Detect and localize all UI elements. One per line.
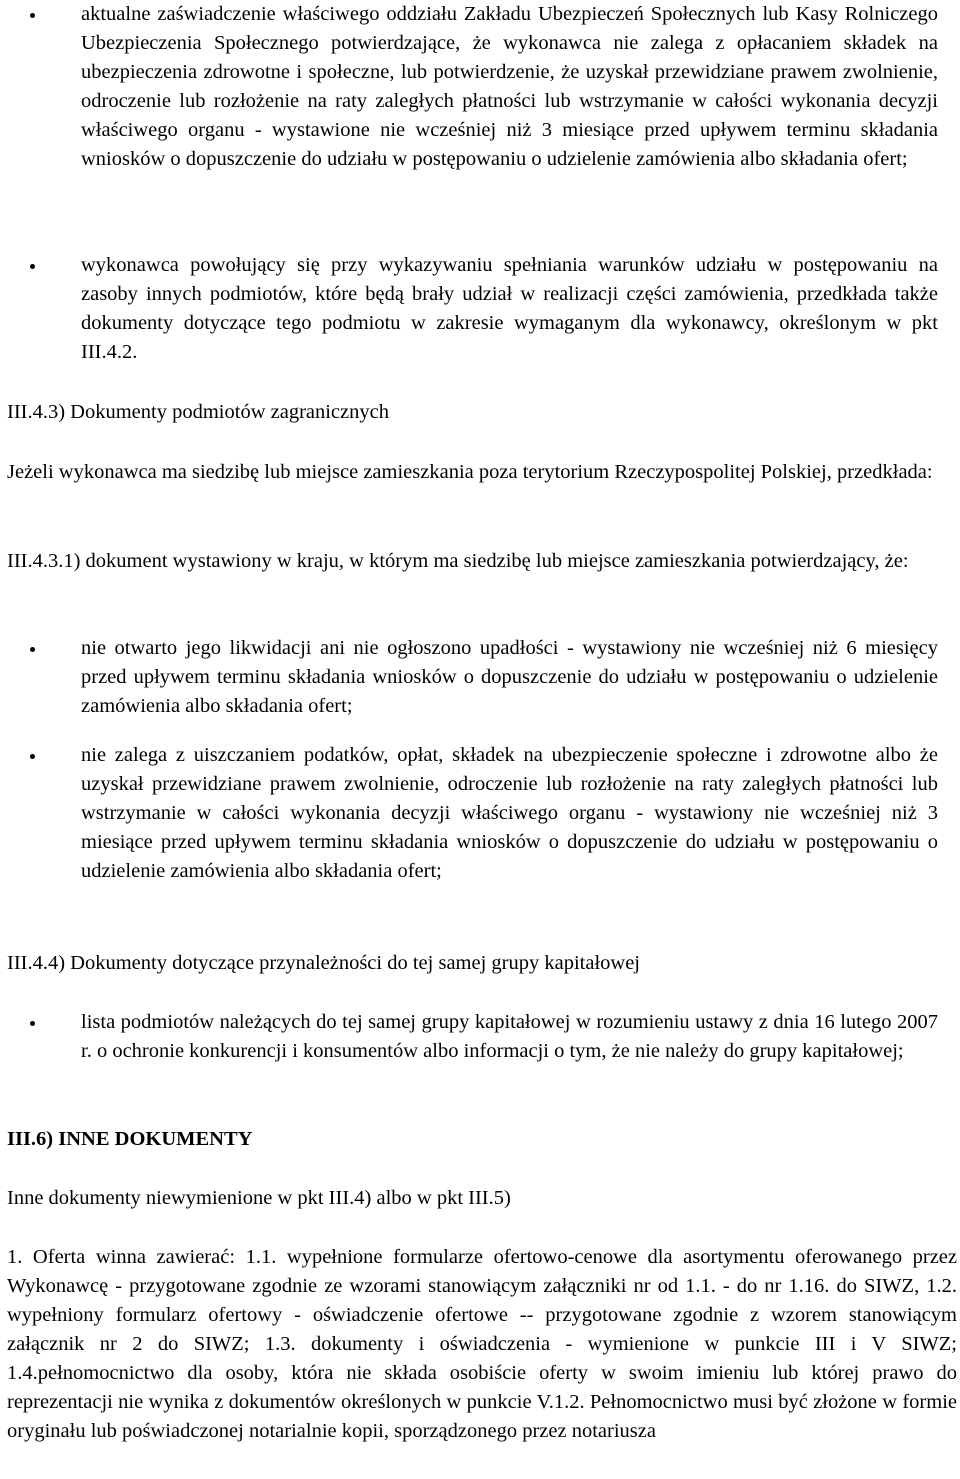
list-item-text: wykonawca powołujący się przy wykazywaniu spełniania warunków udziału w postępowaniu na zasoby innych podmiotów, które będą brały udział w realizacji części zamówienia, przedkłada także dokumenty dotyczące tego podmiotu w zakresie wymaganym dla wykonawcy, określonym w pkt III.4.2.: [81, 254, 938, 363]
list-item-text: aktualne zaświadczenie właściwego oddziału Zakładu Ubezpieczeń Społecznych lub Kasy Rolniczego Ubezpieczenia Społecznego potwierdzające, że wykonawca nie zalega z opłacaniem składek na ubezpieczenia zdrowotne i społeczne, lub potwierdzenie, że uzyskał przewidziane prawem zwolnienie, odroczenie lub rozłożenie na raty zaległych płatności lub wstrzymanie w całości wykonania decyzji właściwego organu - wystawione nie wcześniej niż 3 miesiące przed upływem terminu składania wniosków o dopuszczenie do udziału w postępowaniu o udzielenie zamówienia albo składania ofert;: [81, 3, 938, 170]
section-intro: Jeżeli wykonawca ma siedzibę lub miejsce zamieszkania poza terytorium Rzeczypospolitej Polskiej, przedkłada:: [7, 461, 933, 483]
bullet-icon: [30, 647, 35, 652]
section-body: 1. Oferta winna zawierać: 1.1. wypełnione formularze ofertowo-cenowe dla asortymentu oferowanego przez Wykonawcę - przygotowane zgodnie ze wzorami stanowiącym załączniki nr od 1.1. - do nr 1.16. do SIWZ, 1.2. wypełniony formularz ofertowy - oświadczenie ofertowe -- przygotowane zgodnie z wzorem stanowiącym załącznik nr 2 do SIWZ; 1.3. dokumenty i oświadczenia - wymienione w punkcie III i V SIWZ; 1.4.pełnomocnictwo dla osoby, która nie składa osobiście oferty w swoim imieniu lub której prawo do reprezentacji nie wynika z dokumentów określonych w punkcie V.1.2. Pełnomocnictwo musi być złożone w formie oryginału lub poświadczonej notarialnie kopii, sporządzonego przez notariusza: [7, 1246, 957, 1442]
bullet-icon: [30, 1021, 35, 1026]
section-heading: III.4.4) Dokumenty dotyczące przynależności do tej samej grupy kapitałowej: [7, 952, 640, 974]
list-item-text: lista podmiotów należących do tej samej grupy kapitałowej w rozumieniu ustawy z dnia 16 lutego 2007 r. o ochronie konkurencji i konsumentów albo informacji o tym, że nie należy do grupy kapitałowej;: [81, 1011, 938, 1062]
bullet-icon: [30, 13, 35, 18]
section-heading: III.6) INNE DOKUMENTY: [7, 1128, 253, 1150]
list-item-text: nie otwarto jego likwidacji ani nie ogłoszono upadłości - wystawiony nie wcześniej niż 6 miesięcy przed upływem terminu składania wniosków o dopuszczenie do udziału w postępowaniu o udzielenie zamówienia albo składania ofert;: [81, 637, 938, 717]
bullet-icon: [30, 264, 35, 269]
section-intro: Inne dokumenty niewymienione w pkt III.4) albo w pkt III.5): [7, 1187, 511, 1209]
sub-heading: III.4.3.1) dokument wystawiony w kraju, w którym ma siedzibę lub miejsce zamieszkania potwierdzający, że:: [7, 550, 909, 572]
section-heading: III.4.3) Dokumenty podmiotów zagranicznych: [7, 401, 389, 423]
bullet-icon: [30, 754, 35, 759]
list-item-text: nie zalega z uiszczaniem podatków, opłat, składek na ubezpieczenie społeczne i zdrowotne albo że uzyskał przewidziane prawem zwolnienie, odroczenie lub rozłożenie na raty zaległych płatności lub wstrzymanie w całości wykonania decyzji właściwego organu - wystawiony nie wcześniej niż 3 miesiące przed upływem terminu składania wniosków o dopuszczenie do udziału w postępowaniu o udzielenie zamówienia albo składania ofert;: [81, 744, 938, 882]
